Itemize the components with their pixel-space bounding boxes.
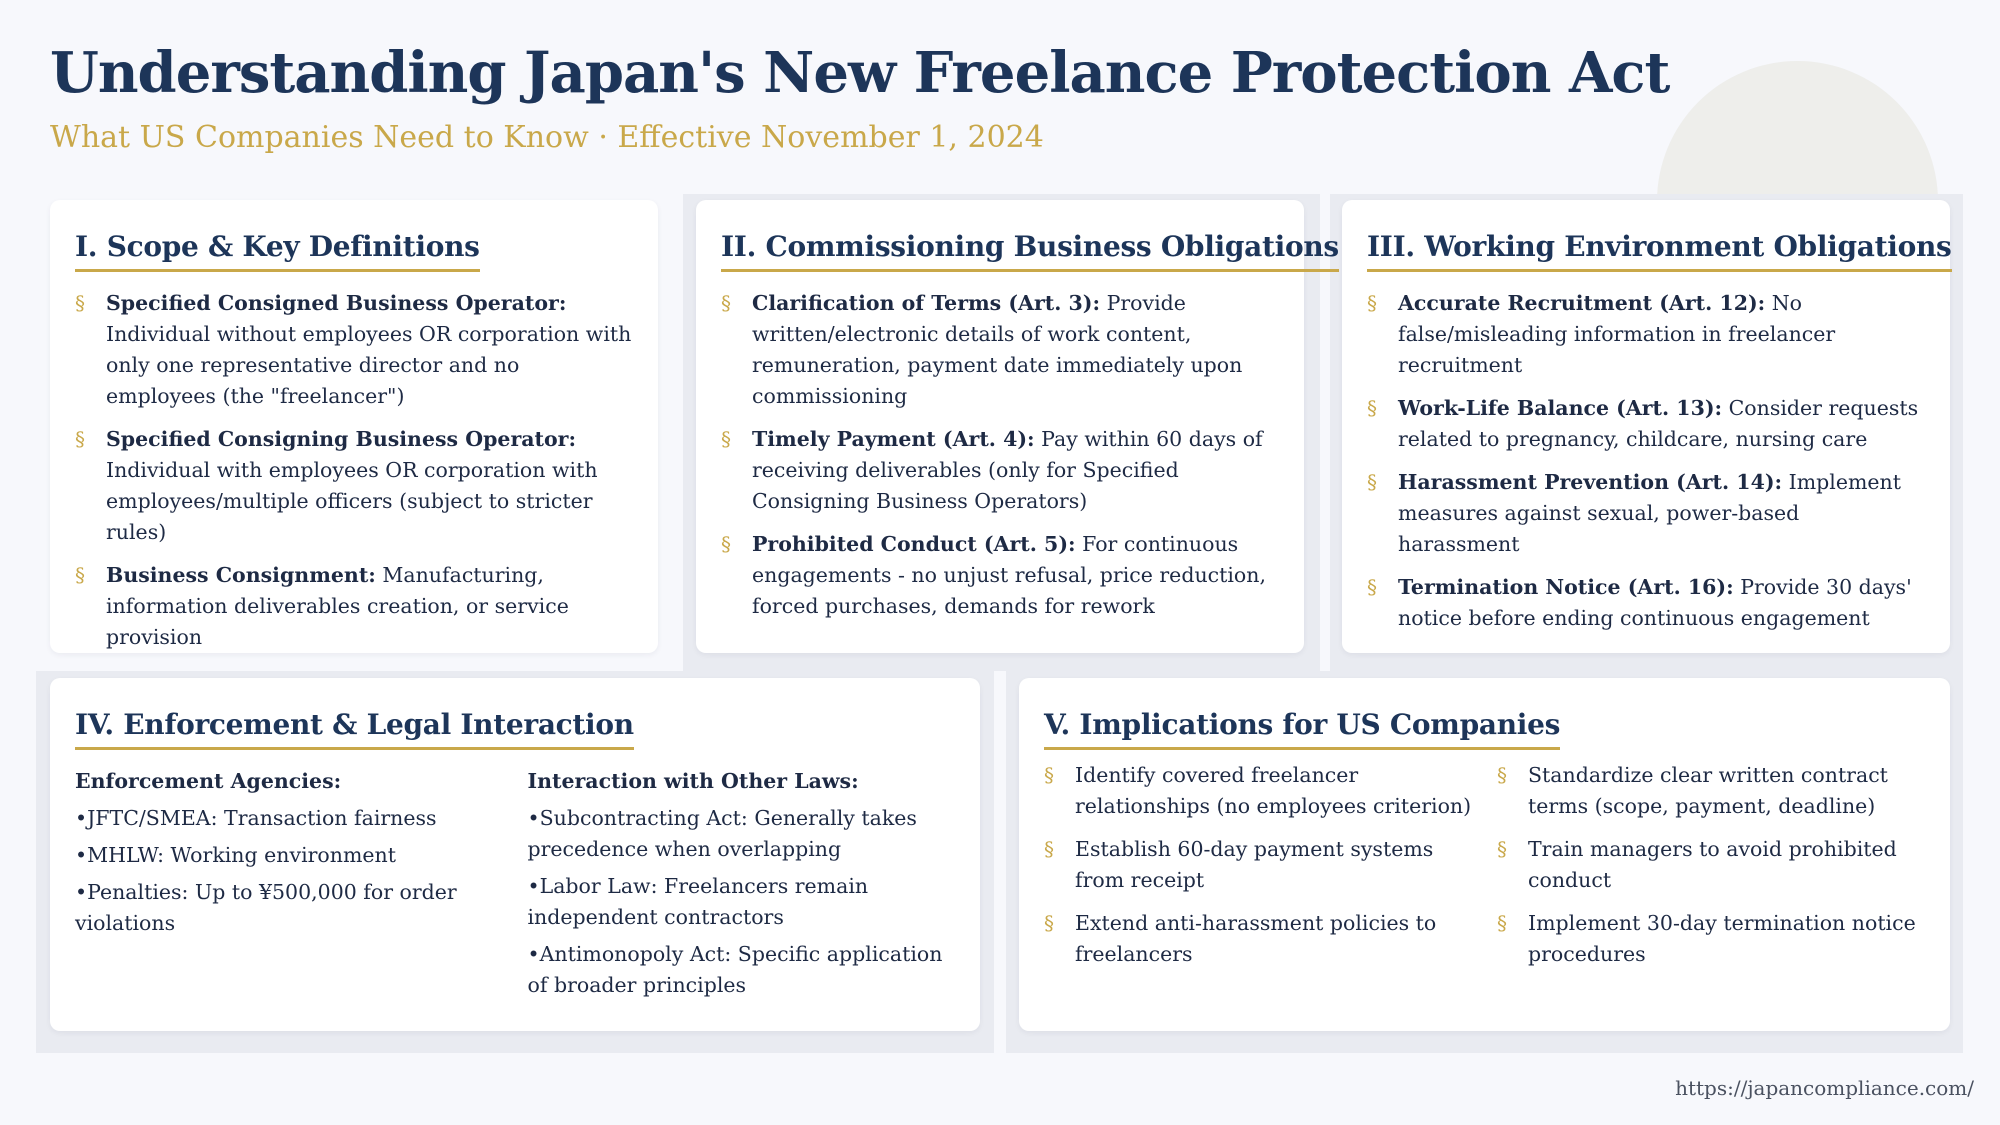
list-item [1367, 572, 1925, 634]
list-item [721, 288, 1279, 412]
item-text: No false/misleading information in freelancer recruitment [1398, 291, 1836, 377]
section-symbol-icon: § [75, 427, 85, 451]
list-item [1044, 760, 1472, 822]
item-term: Specified Consigning Business Operator: [106, 427, 577, 451]
list-item [1367, 393, 1925, 455]
page-title: Understanding Japan's New Freelance Protection Act [50, 40, 1670, 106]
implications-columns [1044, 760, 1925, 982]
list-item [1044, 834, 1472, 896]
section-symbol-icon: § [1497, 911, 1507, 935]
section-symbol-icon: § [721, 427, 731, 451]
list-item [1367, 467, 1925, 560]
list-item [75, 424, 633, 548]
section-symbol-icon: § [721, 291, 731, 315]
item-text: Standardize clear written contract terms (scope, payment, deadline) [1528, 763, 1888, 818]
card-enforcement [50, 678, 980, 1031]
footer-url[interactable]: https://japancompliance.com/ [1675, 1076, 1974, 1100]
section-symbol-icon: § [1044, 911, 1054, 935]
card-working-environment [1342, 200, 1950, 653]
list-item: • MHLW: Working environment [75, 840, 503, 871]
card-commissioning-obligations [696, 200, 1339, 653]
item-text: Train managers to avoid prohibited conduct [1528, 837, 1897, 892]
list-item [1044, 908, 1472, 970]
scope-list [75, 288, 633, 653]
section-symbol-icon: § [75, 291, 85, 315]
list-item: • JFTC/SMEA: Transaction fairness [75, 803, 503, 834]
card-title-implications: V. Implications for US Companies [1044, 708, 1560, 750]
card-title-commissioning: II. Commissioning Business Obligations [721, 230, 1339, 272]
item-text: For continuous engagements - no unjust refusal, price reduction, forced purchases, demands for rework [752, 532, 1266, 618]
item-text: Establish 60-day payment systems from receipt [1075, 837, 1434, 892]
item-text: Individual without employees OR corporation with only one representative director and no employees (the "freelancer") [106, 322, 632, 408]
card-title-environment: III. Working Environment Obligations [1367, 230, 1952, 272]
item-text: Provide 30 days' notice before ending continuous engagement [1398, 575, 1912, 630]
item-term: Termination Notice (Art. 16): [1398, 575, 1734, 599]
item-text: Pay within 60 days of receiving deliverables (only for Specified Consigning Business Operators) [752, 427, 1263, 513]
implications-left-list [1044, 760, 1497, 982]
section-symbol-icon: § [721, 532, 731, 556]
item-text: Individual with employees OR corporation with employees/multiple officers (subject to stricter rules) [106, 458, 598, 544]
item-text: Extend anti-harassment policies to freelancers [1075, 911, 1437, 966]
implications-right-list [1497, 760, 1925, 982]
environment-list [1367, 288, 1925, 634]
section-symbol-icon: § [1367, 291, 1377, 315]
section-symbol-icon: § [1497, 763, 1507, 787]
section-symbol-icon: § [1497, 837, 1507, 861]
section-symbol-icon: § [1367, 575, 1377, 599]
item-term: Specified Consigned Business Operator: [106, 291, 567, 315]
section-symbol-icon: § [75, 563, 85, 587]
item-text: Provide written/electronic details of work content, remuneration, payment date immediately upon commissioning [752, 291, 1243, 408]
list-item [1497, 760, 1925, 822]
card-title-scope: I. Scope & Key Definitions [75, 230, 480, 272]
laws-heading: Interaction with Other Laws: [527, 769, 859, 793]
item-text: Manufacturing, information deliverables creation, or service provision [106, 563, 569, 649]
list-item: • Penalties: Up to ¥500,000 for order violations [75, 877, 503, 939]
agencies-heading: Enforcement Agencies: [75, 769, 342, 793]
list-item [1497, 834, 1925, 896]
laws-list [528, 803, 956, 1001]
item-term: Timely Payment (Art. 4): [752, 427, 1035, 451]
enforcement-columns [75, 766, 955, 1007]
commissioning-list [721, 288, 1279, 622]
item-text: Implement measures against sexual, power-based harassment [1398, 470, 1901, 556]
item-term: Harassment Prevention (Art. 14): [1398, 470, 1783, 494]
list-item [1497, 908, 1925, 970]
item-text: Implement 30-day termination notice procedures [1528, 911, 1916, 966]
card-scope-definitions [50, 200, 658, 653]
list-item: • Antimonopoly Act: Specific application of broader principles [528, 939, 956, 1001]
list-item: • Labor Law: Freelancers remain independent contractors [528, 871, 956, 933]
item-text: Identify covered freelancer relationships (no employees criterion) [1075, 763, 1472, 818]
item-term: Work-Life Balance (Art. 13): [1398, 396, 1723, 420]
list-item: • Subcontracting Act: Generally takes precedence when overlapping [528, 803, 956, 865]
laws-column [528, 766, 956, 1007]
page-subtitle: What US Companies Need to Know · Effective November 1, 2024 [50, 120, 1044, 155]
list-item [1367, 288, 1925, 381]
section-symbol-icon: § [1367, 396, 1377, 420]
list-item [75, 288, 633, 412]
item-term: Clarification of Terms (Art. 3): [752, 291, 1101, 315]
agencies-column [75, 766, 528, 1007]
card-implications [1019, 678, 1950, 1031]
section-symbol-icon: § [1044, 763, 1054, 787]
section-symbol-icon: § [1367, 470, 1377, 494]
item-term: Accurate Recruitment (Art. 12): [1398, 291, 1766, 315]
agencies-list [75, 803, 503, 939]
section-symbol-icon: § [1044, 837, 1054, 861]
item-text: Consider requests related to pregnancy, childcare, nursing care [1398, 396, 1919, 451]
list-item [721, 424, 1279, 517]
list-item [75, 560, 633, 653]
item-term: Prohibited Conduct (Art. 5): [752, 532, 1076, 556]
card-title-enforcement: IV. Enforcement & Legal Interaction [75, 708, 634, 750]
list-item [721, 529, 1279, 622]
item-term: Business Consignment: [106, 563, 376, 587]
